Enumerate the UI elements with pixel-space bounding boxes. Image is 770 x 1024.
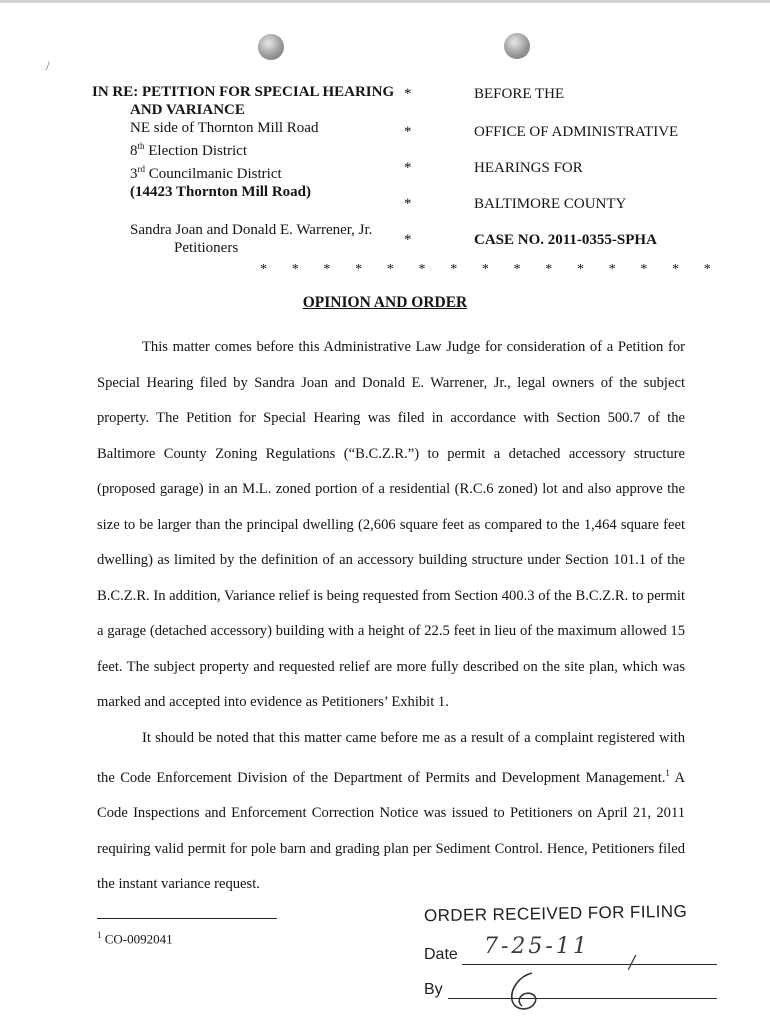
stamp-date-mark: /: [629, 952, 636, 973]
document-body: [97, 330, 685, 903]
scan-edge: [0, 0, 770, 3]
caption-left: [92, 83, 412, 257]
caption-title: IN RE: PETITION FOR SPECIAL HEARING: [92, 84, 395, 100]
footnote-marker: 1: [97, 930, 102, 940]
caption-hearings: HEARINGS FOR: [474, 160, 583, 176]
caption-election-district: 8th Election District: [130, 141, 247, 159]
stamp-by-label: By: [424, 981, 443, 998]
punch-hole-left: [258, 34, 284, 60]
body-paragraph: [97, 721, 685, 903]
stamp-title: ORDER RECEIVED FOR FILING: [423, 901, 688, 926]
caption-star: *: [404, 196, 412, 212]
caption-star: *: [404, 86, 412, 102]
stamp-by-line: [448, 998, 717, 999]
caption-star: *: [404, 124, 412, 140]
footnote-reference: 1: [665, 768, 670, 778]
scan-mark: /: [46, 58, 50, 73]
stamp-date-handwritten: 7-25-11: [484, 934, 590, 959]
paragraph-text: It should be noted that this matter came before me as a result of a complaint registered with the Code Enforcement Division of the Department of Permits and Development Management.: [97, 729, 685, 786]
footnote-rule: [97, 918, 277, 919]
caption-title-cont: AND VARIANCE: [130, 102, 245, 118]
stamp-date-label: Date: [424, 946, 458, 963]
stamp-date-line: [462, 964, 717, 965]
caption-councilmanic-district: 3rd Councilmanic District: [130, 164, 282, 182]
caption-county: BALTIMORE COUNTY: [474, 196, 627, 212]
filing-stamp: [423, 901, 724, 1014]
caption-office: OFFICE OF ADMINISTRATIVE: [474, 124, 679, 140]
star-divider: * * * * * * * * * * * * * * *: [260, 262, 722, 277]
footnote-text: CO-0092041: [104, 931, 173, 947]
punch-hole-right: [504, 33, 530, 59]
caption-petitioners-label: Petitioners: [174, 240, 239, 256]
footnote: [97, 930, 173, 947]
caption-star: *: [404, 160, 412, 176]
caption-location: NE side of Thornton Mill Road: [130, 120, 319, 136]
paragraph-text: A Code Inspections and Enforcement Correction Notice was issued to Petitioners on April 21, 2011 requiring valid permit for pole barn and grading plan per Sediment Control. Hence, Petitioners filed the instant variance request.: [97, 769, 686, 893]
caption-star: *: [404, 232, 412, 248]
body-paragraph: This matter comes before this Administrative Law Judge for consideration of a Petition for Special Hearing filed by Sandra Joan and Donald E. Warrener, Jr., legal owners of the subject property. The Petition for Special Hearing was filed in accordance with Section 500.7 of the Baltimore County Zoning Regulations (“B.C.Z.R.”) to permit a detached accessory structure (proposed garage) in an M.L. zoned portion of a residential (R.C.6 zoned) lot and also approve the size to be larger than the principal dwelling (2,606 square feet as compared to the 1,464 square feet dwelling) as limited by the definition of an accessory building structure under Section 101.1 of the B.C.Z.R. In addition, Variance relief is being requested from Section 400.3 of the B.C.Z.R. to permit a garage (detached accessory) building with a height of 22.5 feet in lieu of the maximum allowed 15 feet. The subject property and requested relief are more fully described on the site plan, which was marked and accepted into evidence as Petitioners’ Exhibit 1.: [97, 339, 685, 710]
document-title: OPINION AND ORDER: [302, 294, 468, 311]
caption-petitioners-names: Sandra Joan and Donald E. Warrener, Jr.: [130, 222, 373, 238]
caption-before: BEFORE THE: [474, 86, 565, 102]
stamp-signature-icon: [502, 970, 552, 1014]
case-number: CASE NO. 2011-0355-SPHA: [474, 232, 657, 248]
caption-address: (14423 Thornton Mill Road): [130, 184, 311, 200]
